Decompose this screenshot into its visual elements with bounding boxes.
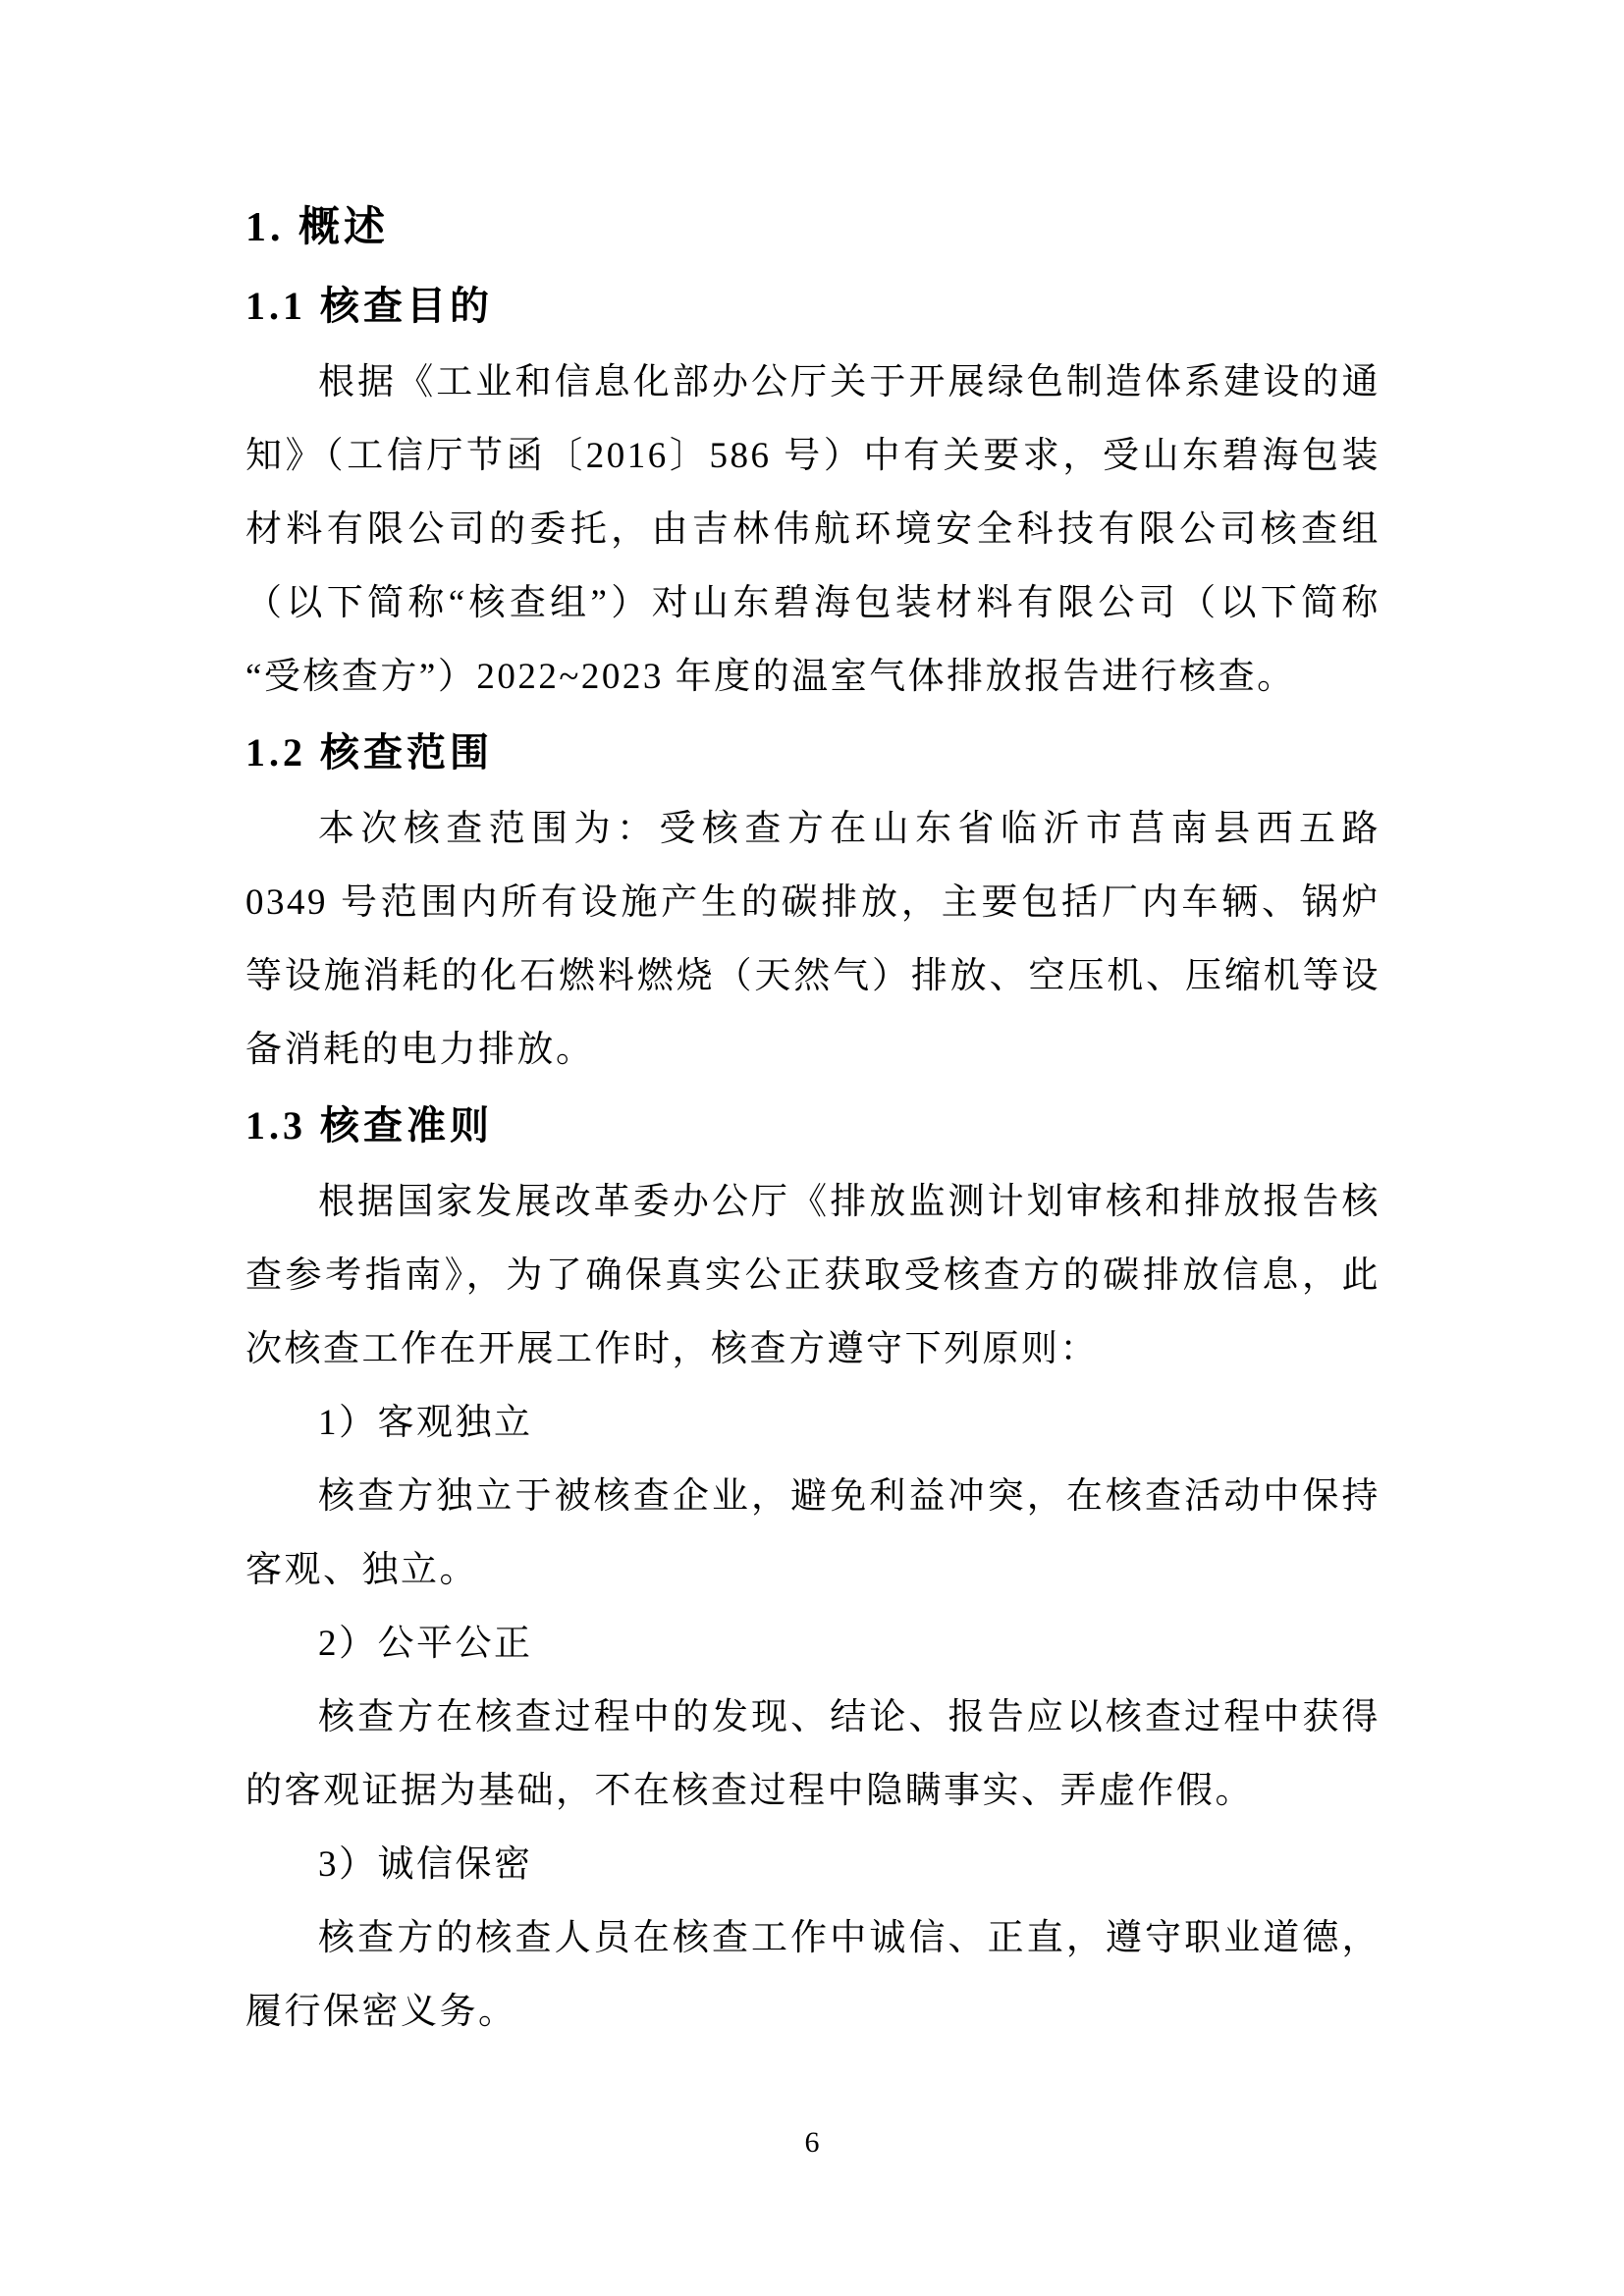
document-content xyxy=(245,188,1380,2049)
list-item-fair-just: 2）公平公正 xyxy=(318,1624,533,1664)
paragraph-verification-criteria: 根据国家发展改革委办公厅《排放监测计划审核和排放报告核查参考指南》，为了确保真实公正获取受核查方的碳排放信息，此次核查工作在开展工作时，核查方遵守下列原则： xyxy=(245,1182,1380,1369)
paragraph-verification-scope: 本次核查范围为：受核查方在山东省临沂市莒南县西五路 0349 号范围内所有设施产生的碳排放，主要包括厂内车辆、锅炉等设施消耗的化石燃料燃烧（天然气）排放、空压机、压缩机等设备消耗的电力排放。 xyxy=(245,809,1380,1070)
heading-overview: 1. 概述 xyxy=(245,205,390,250)
paragraph-objective-independent: 核查方独立于被核查企业，避免利益冲突，在核查活动中保持客观、独立。 xyxy=(245,1476,1380,1590)
heading-verification-purpose: 1.1 核查目的 xyxy=(245,284,493,328)
page-number: 6 xyxy=(804,2126,820,2159)
paragraph-honesty-confidentiality: 核查方的核查人员在核查工作中诚信、正直，遵守职业道德，履行保密义务。 xyxy=(245,1918,1380,2032)
heading-verification-criteria: 1.3 核查准则 xyxy=(245,1103,493,1148)
paragraph-verification-purpose: 根据《工业和信息化部办公厅关于开展绿色制造体系建设的通知》（工信厅节函〔2016〕586 号）中有关要求，受山东碧海包装材料有限公司的委托，由吉林伟航环境安全科技有限公司核查组（以下简称“核查组”）对山东碧海包装材料有限公司（以下简称“受核查方”）2022~2023 年度的温室气体排放报告进行核查。 xyxy=(245,362,1380,697)
list-item-objective-independent: 1）客观独立 xyxy=(318,1403,533,1443)
paragraph-fair-just: 核查方在核查过程中的发现、结论、报告应以核查过程中获得的客观证据为基础，不在核查过程中隐瞒事实、弄虚作假。 xyxy=(245,1697,1380,1811)
heading-verification-scope: 1.2 核查范围 xyxy=(245,730,493,774)
list-item-honesty-confidentiality: 3）诚信保密 xyxy=(318,1844,533,1885)
